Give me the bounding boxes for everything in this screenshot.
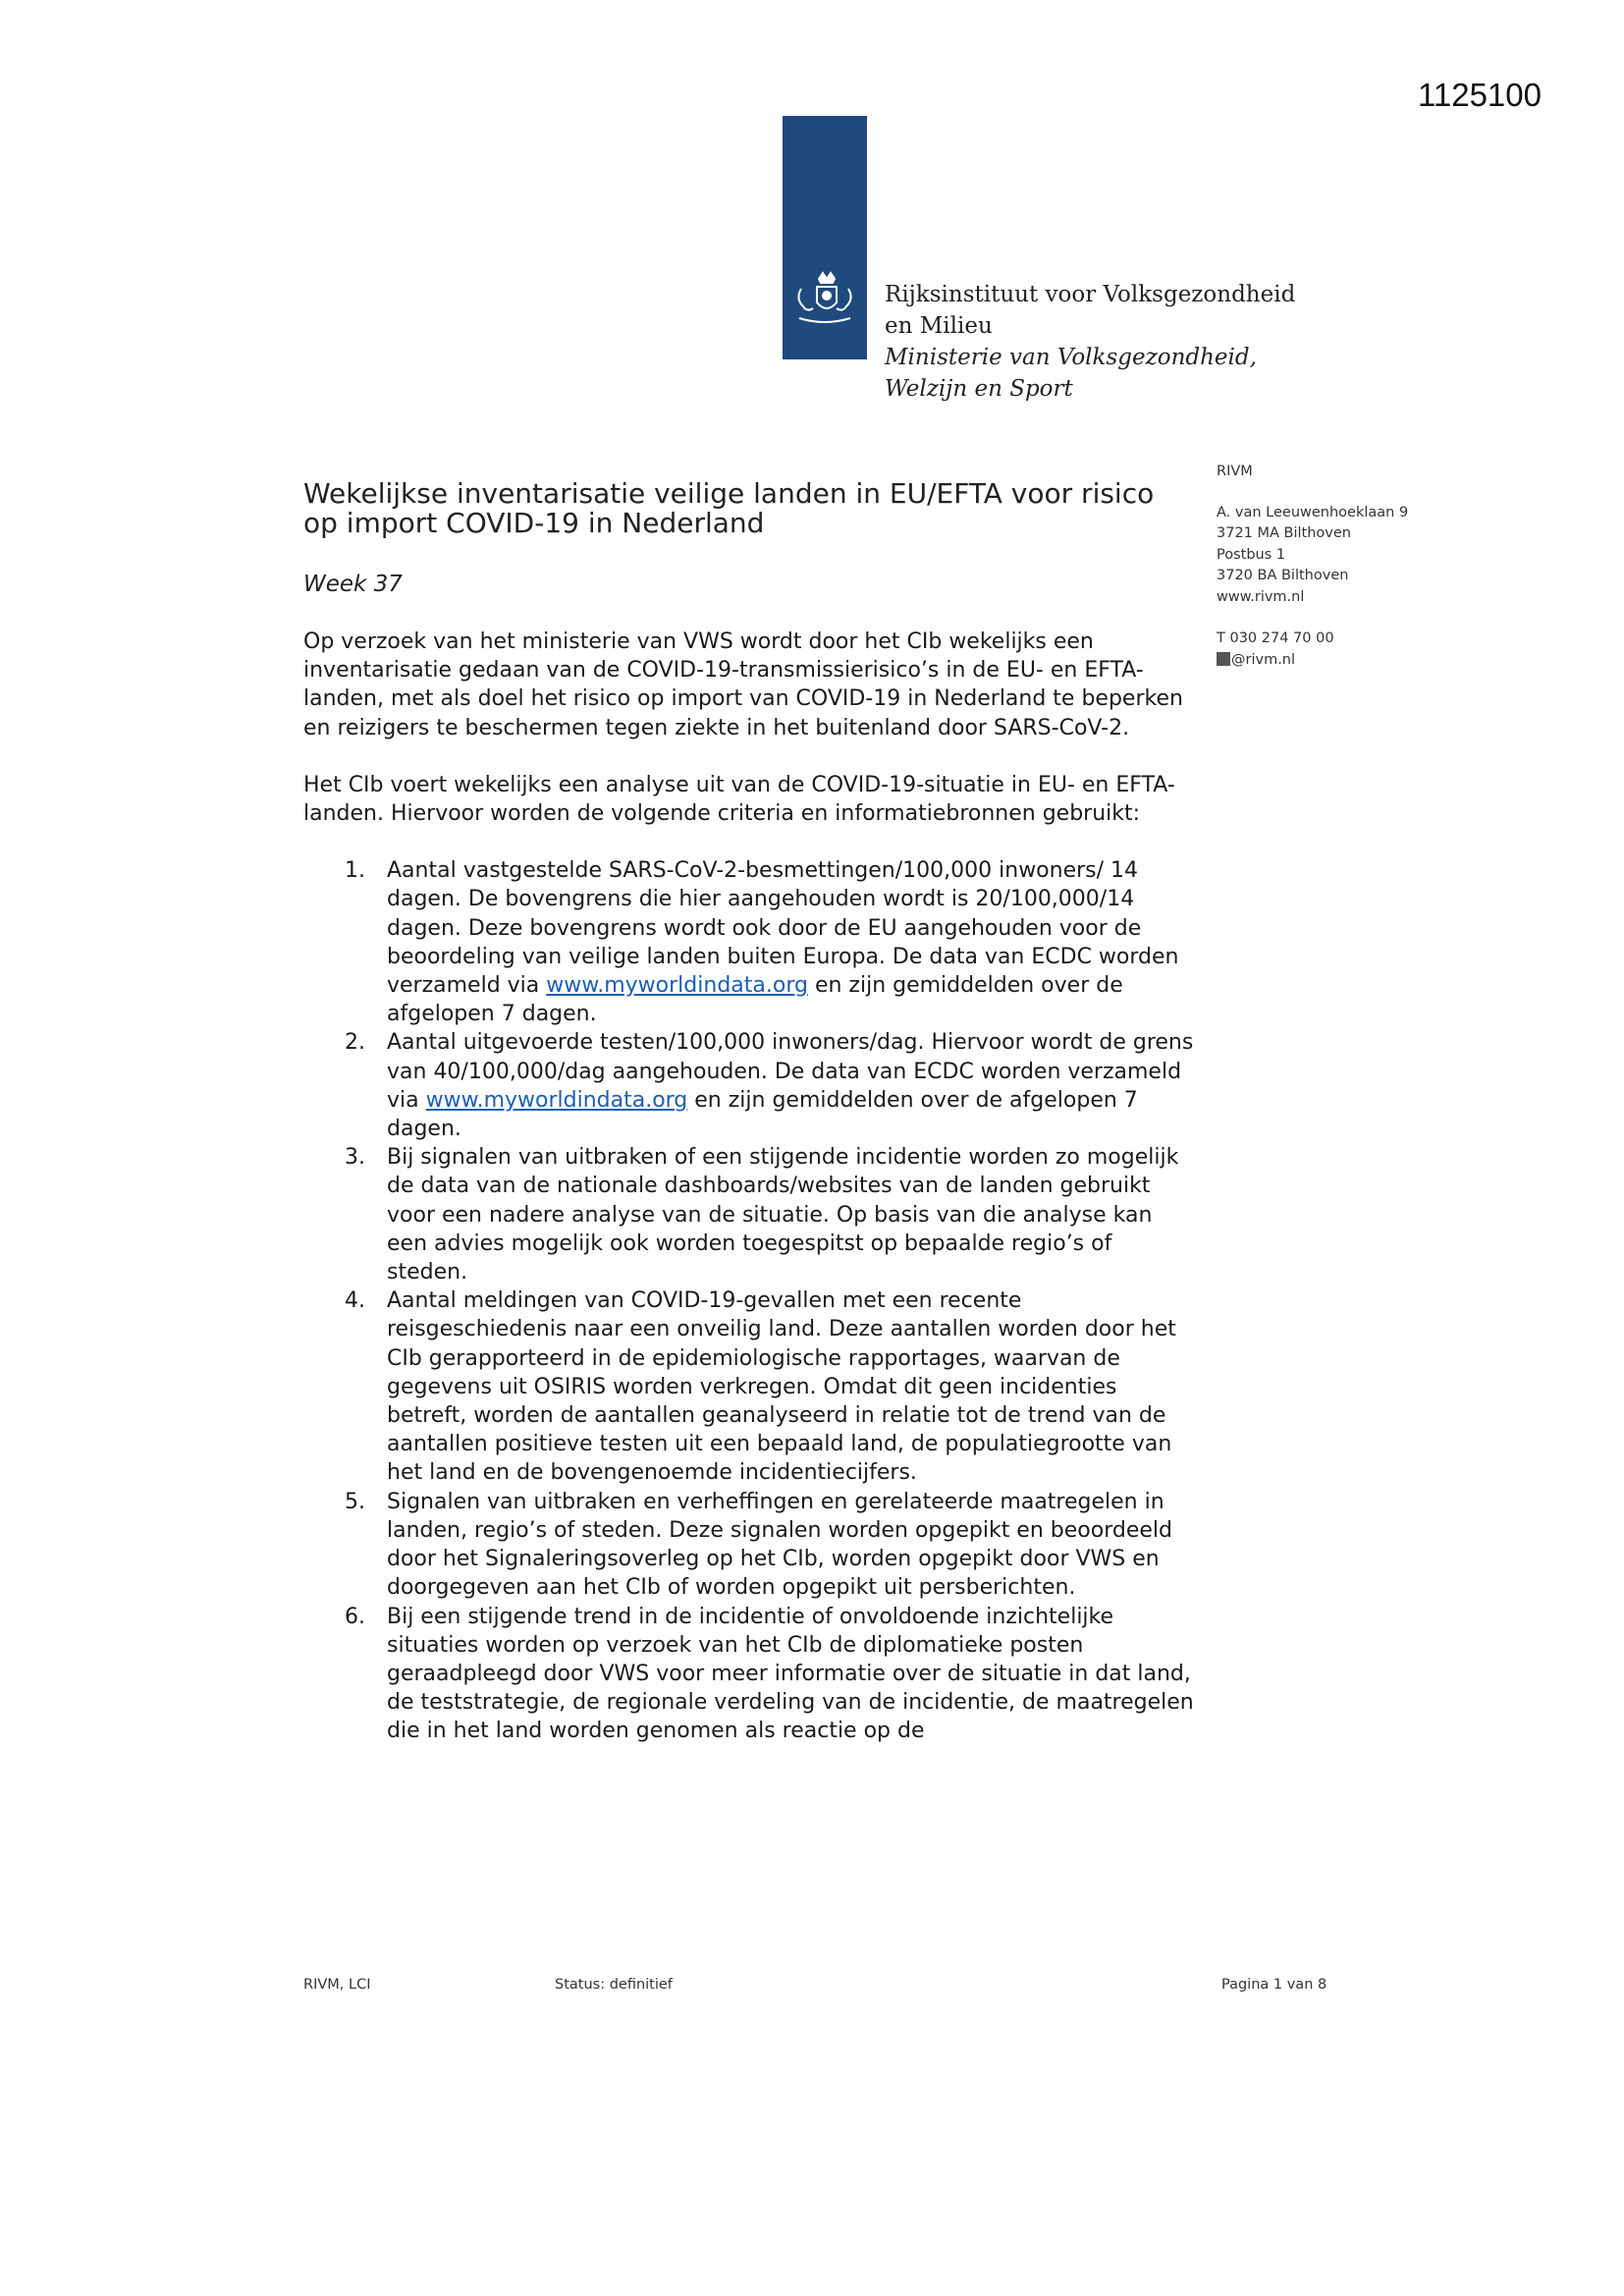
list-number: 5. bbox=[345, 1489, 365, 1514]
address-line: 3721 MA Bilthoven bbox=[1217, 525, 1351, 541]
redaction-box bbox=[1217, 652, 1230, 666]
myworldindata-link[interactable]: www.myworldindata.org bbox=[546, 973, 808, 999]
email-text: @rivm.nl bbox=[1231, 651, 1296, 668]
list-text: Bij een stijgende trend in de incidentie of onvoldoende inzichtelijke situaties worden op verzoek van het CIb de diplomatieke posten geraadpleegd door VWS voor meer informatie over de situatie in dat land, de teststrategie, de regionale verdeling van de incidentie, de maatregelen die in het land worden genomen als reactie op de bbox=[387, 1604, 1194, 1744]
list-number: 4. bbox=[345, 1288, 365, 1314]
list-item bbox=[303, 1603, 1197, 1746]
email-address[interactable] bbox=[1217, 650, 1408, 672]
org-line-2: en Milieu bbox=[885, 313, 993, 339]
list-text: en zijn gemiddelden over de afgelopen 7 dagen. bbox=[387, 1087, 1138, 1142]
coat-of-arms-icon bbox=[789, 269, 860, 328]
list-text: en zijn gemiddelden over de afgelopen 7 dagen. bbox=[387, 973, 1123, 1027]
list-text: Aantal vastgestelde SARS-CoV-2-besmettingen/100,000 inwoners/ 14 dagen. De bovengrens die hier aangehouden wordt is 20/100,000/14 dagen. Deze bovengrens wordt ook door de EU aangehouden voor de beoordeling van veilige landen buiten Europa. De data van ECDC worden verzameld via bbox=[387, 858, 1179, 999]
list-item bbox=[303, 1143, 1197, 1286]
main-content bbox=[303, 479, 1197, 1746]
footer-status: Status: definitief bbox=[555, 1977, 673, 1993]
address-line: 3720 BA Bilthoven bbox=[1217, 568, 1349, 583]
sidebar-org: RIVM bbox=[1217, 464, 1253, 479]
list-text: Aantal meldingen van COVID-19-gevallen met een recente reisgeschiedenis naar een onveilig land. Deze aantallen worden door het CIb gerapporteerd in de epidemiologische rapportages, waarvan de gegevens uit OSIRIS worden verkregen. Omdat dit geen incidenties betreft, worden de aantallen geanalyseerd in relatie tot de trend van de aantallen positieve testen uit een bepaald land, de populatiegrootte van het land en de bovengenoemde incidentiecijfers. bbox=[387, 1288, 1176, 1486]
list-item bbox=[303, 1286, 1197, 1487]
document-number: 1125100 bbox=[1417, 77, 1542, 113]
intro-paragraph: Op verzoek van het ministerie van VWS wordt door het CIb wekelijks een inventarisatie gedaan van de COVID-19-transmissierisico’s in de EU- en EFTA-landen, met als doel het risico op import van COVID-19 in Nederland te beperken en reizigers te beschermen tegen ziekte in het buitenland door SARS-CoV-2. bbox=[303, 629, 1183, 740]
myworldindata-link[interactable]: www.myworldindata.org bbox=[425, 1087, 688, 1113]
criteria-list bbox=[303, 856, 1197, 1745]
list-number: 1. bbox=[345, 858, 365, 884]
address-line: Postbus 1 bbox=[1217, 546, 1286, 563]
list-item bbox=[303, 1488, 1197, 1603]
list-text: Signalen van uitbraken en verheffingen en gerelateerde maatregelen in landen, regio’s of steden. Deze signalen worden opgepikt en beoordeeld door het Signaleringsoverleg op het CIb, worden opgepikt door VWS en doorgegeven aan het CIb of worden opgepikt uit persberichten. bbox=[387, 1489, 1172, 1601]
website-link[interactable]: www.rivm.nl bbox=[1217, 588, 1305, 605]
list-item bbox=[303, 856, 1197, 1028]
footer-page-number: Pagina 1 van 8 bbox=[1221, 1977, 1327, 1993]
contact-sidebar bbox=[1217, 462, 1408, 671]
list-number: 6. bbox=[345, 1604, 365, 1629]
rijksoverheid-logo bbox=[783, 116, 867, 359]
list-number: 2. bbox=[345, 1030, 365, 1056]
ministry-line-2: Welzijn en Sport bbox=[885, 376, 1073, 402]
org-line-1: Rijksinstituut voor Volksgezondheid bbox=[885, 282, 1296, 307]
footer-source: RIVM, LCI bbox=[303, 1977, 371, 1993]
phone-number: T 030 274 70 00 bbox=[1217, 630, 1334, 646]
ministry-line-1: Ministerie van Volksgezondheid, bbox=[885, 345, 1257, 370]
list-text: Aantal uitgevoerde testen/100,000 inwoners/dag. Hiervoor wordt de grens van 40/100,000/dag aangehouden. De data van ECDC worden verzameld via bbox=[387, 1030, 1194, 1113]
document-title: Wekelijkse inventarisatie veilige landen in EU/EFTA voor risico op import COVID-19 in Nederland bbox=[303, 477, 1155, 539]
week-label: Week 37 bbox=[303, 572, 403, 597]
address-line: A. van Leeuwenhoeklaan 9 bbox=[1217, 504, 1409, 520]
list-text: Bij signalen van uitbraken of een stijgende incidentie worden zo mogelijk de data van de nationale dashboards/websites van de landen gebruikt voor een nadere analyse van de situatie. Op basis van die analyse kan een advies mogelijk ook worden toegespitst op bepaalde regio’s of steden. bbox=[387, 1145, 1179, 1285]
list-item bbox=[303, 1028, 1197, 1143]
organization-name bbox=[885, 279, 1295, 405]
list-number: 3. bbox=[345, 1145, 365, 1171]
criteria-intro-paragraph: Het CIb voert wekelijks een analyse uit van de COVID-19-situatie in EU- en EFTA-landen. Hiervoor worden de volgende criteria en informatiebronnen gebruikt: bbox=[303, 772, 1175, 827]
